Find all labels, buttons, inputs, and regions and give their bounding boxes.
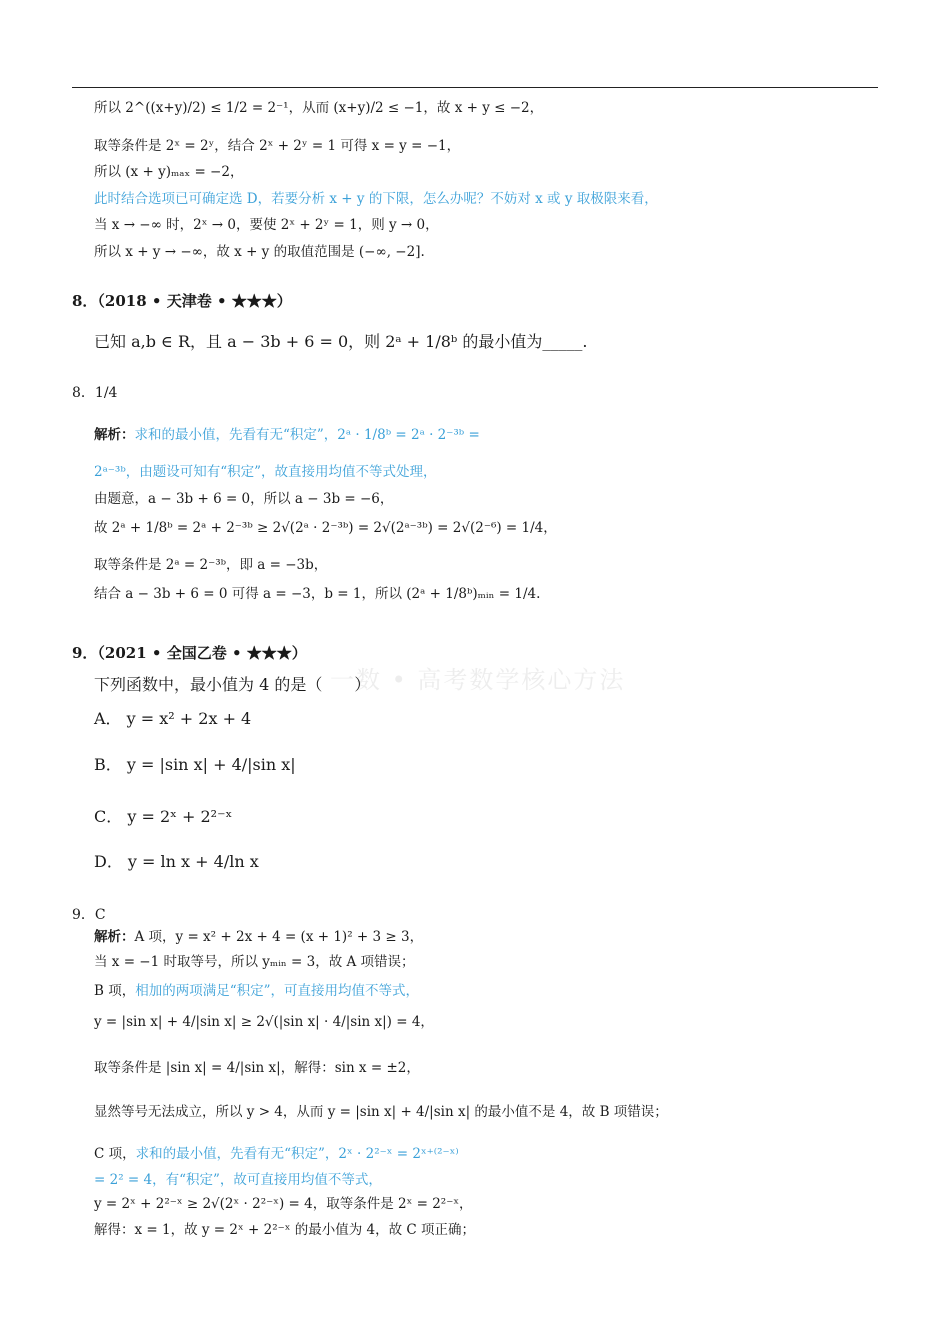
solution-line: 显然等号无法成立，所以 y > 4，从而 y = |sin x| + 4/|sin x| 的最小值不是 4，故 B 项错误； <box>94 1104 668 1120</box>
question-8-stem: 已知 a,b ∈ R，且 a − 3b + 6 = 0，则 2ᵃ + 1/8ᵇ 的最小值为_____. <box>94 332 588 351</box>
solution-text: B 项， <box>94 983 136 999</box>
solution-note: = 2² = 4，有“积定”，故可直接用均值不等式， <box>94 1172 382 1188</box>
watermark: 一数 • 高考数学核心方法 <box>330 666 626 694</box>
header-rule <box>72 87 878 88</box>
solution-note: 2ᵃ⁻³ᵇ，由题设可知有“积定”，故直接用均值不等式处理， <box>94 464 437 480</box>
text-line: 所以 2^((x+y)/2) ≤ 1/2 = 2⁻¹，从而 (x+y)/2 ≤ −1，故 x + y ≤ −2， <box>94 100 544 116</box>
text-line: 所以 x + y → −∞，故 x + y 的取值范围是 (−∞, −2]. <box>94 244 425 260</box>
solution-text: A 项，y = x² + 2x + 4 = (x + 1)² + 3 ≥ 3， <box>134 929 424 945</box>
option-d: D． y = ln x + 4/ln x <box>94 852 259 871</box>
solution-line <box>94 1144 459 1164</box>
solution-label: 解析： <box>94 929 135 945</box>
solution-line <box>94 425 480 445</box>
text-line: 取等条件是 2ˣ = 2ʸ，结合 2ˣ + 2ʸ = 1 可得 x = y = −1， <box>94 138 461 154</box>
solution-line: 取等条件是 2ᵃ = 2⁻³ᵇ，即 a = −3b， <box>94 557 328 573</box>
question-9-header: 9．（2021 • 全国乙卷 • ★★★） <box>72 644 307 662</box>
question-8-header: 8．（2018 • 天津卷 • ★★★） <box>72 292 292 310</box>
question-9-answer: 9．C <box>72 907 106 923</box>
solution-line: 故 2ᵃ + 1/8ᵇ = 2ᵃ + 2⁻³ᵇ ≥ 2√(2ᵃ · 2⁻³ᵇ) = 2√(2ᵃ⁻³ᵇ) = 2√(2⁻⁶) = 1/4， <box>94 520 557 536</box>
solution-note: 求和的最小值，先看有无“积定”，2ᵃ · 1/8ᵇ = 2ᵃ · 2⁻³ᵇ = <box>134 427 480 443</box>
solution-text: C 项， <box>94 1146 136 1162</box>
solution-note: 求和的最小值，先看有无“积定”，2ˣ · 2²⁻ˣ = 2ˣ⁺⁽²⁻ˣ⁾ <box>135 1146 459 1162</box>
text-line: 所以 (x + y)ₘₐₓ = −2， <box>94 164 244 180</box>
solution-line <box>94 981 419 1001</box>
solution-line: y = |sin x| + 4/|sin x| ≥ 2√(|sin x| · 4/|sin x|) = 4， <box>94 1014 434 1030</box>
solution-line: 解得：x = 1，故 y = 2ˣ + 2²⁻ˣ 的最小值为 4，故 C 项正确； <box>94 1222 476 1238</box>
solution-line: y = 2ˣ + 2²⁻ˣ ≥ 2√(2ˣ · 2²⁻ˣ) = 4，取等条件是 2ˣ = 2²⁻ˣ， <box>94 1196 473 1212</box>
question-8-answer: 8．1/4 <box>72 385 118 401</box>
solution-line: 当 x = −1 时取等号，所以 yₘᵢₙ = 3，故 A 项错误； <box>94 954 415 970</box>
question-9-stem: 下列函数中，最小值为 4 的是（ ） <box>94 675 371 694</box>
solution-line: 由题意，a − 3b + 6 = 0，所以 a − 3b = −6， <box>94 491 394 507</box>
note-line: 此时结合选项已可确定选 D，若要分析 x + y 的下限，怎么办呢？不妨对 x 或 y 取极限来看， <box>94 191 658 207</box>
text-line: 当 x → −∞ 时，2ˣ → 0，要使 2ˣ + 2ʸ = 1，则 y → 0， <box>94 217 439 233</box>
option-b: B． y = |sin x| + 4/|sin x| <box>94 755 296 774</box>
solution-note: 相加的两项满足“积定”，可直接用均值不等式， <box>135 983 420 999</box>
solution-label: 解析： <box>94 427 135 443</box>
solution-line: 取等条件是 |sin x| = 4/|sin x|，解得：sin x = ±2， <box>94 1060 420 1076</box>
solution-line: 结合 a − 3b + 6 = 0 可得 a = −3，b = 1，所以 (2ᵃ + 1/8ᵇ)ₘᵢₙ = 1/4. <box>94 586 541 602</box>
solution-line <box>94 927 423 947</box>
option-a: A． y = x² + 2x + 4 <box>94 709 252 728</box>
option-c: C． y = 2ˣ + 2²⁻ˣ <box>94 807 233 826</box>
